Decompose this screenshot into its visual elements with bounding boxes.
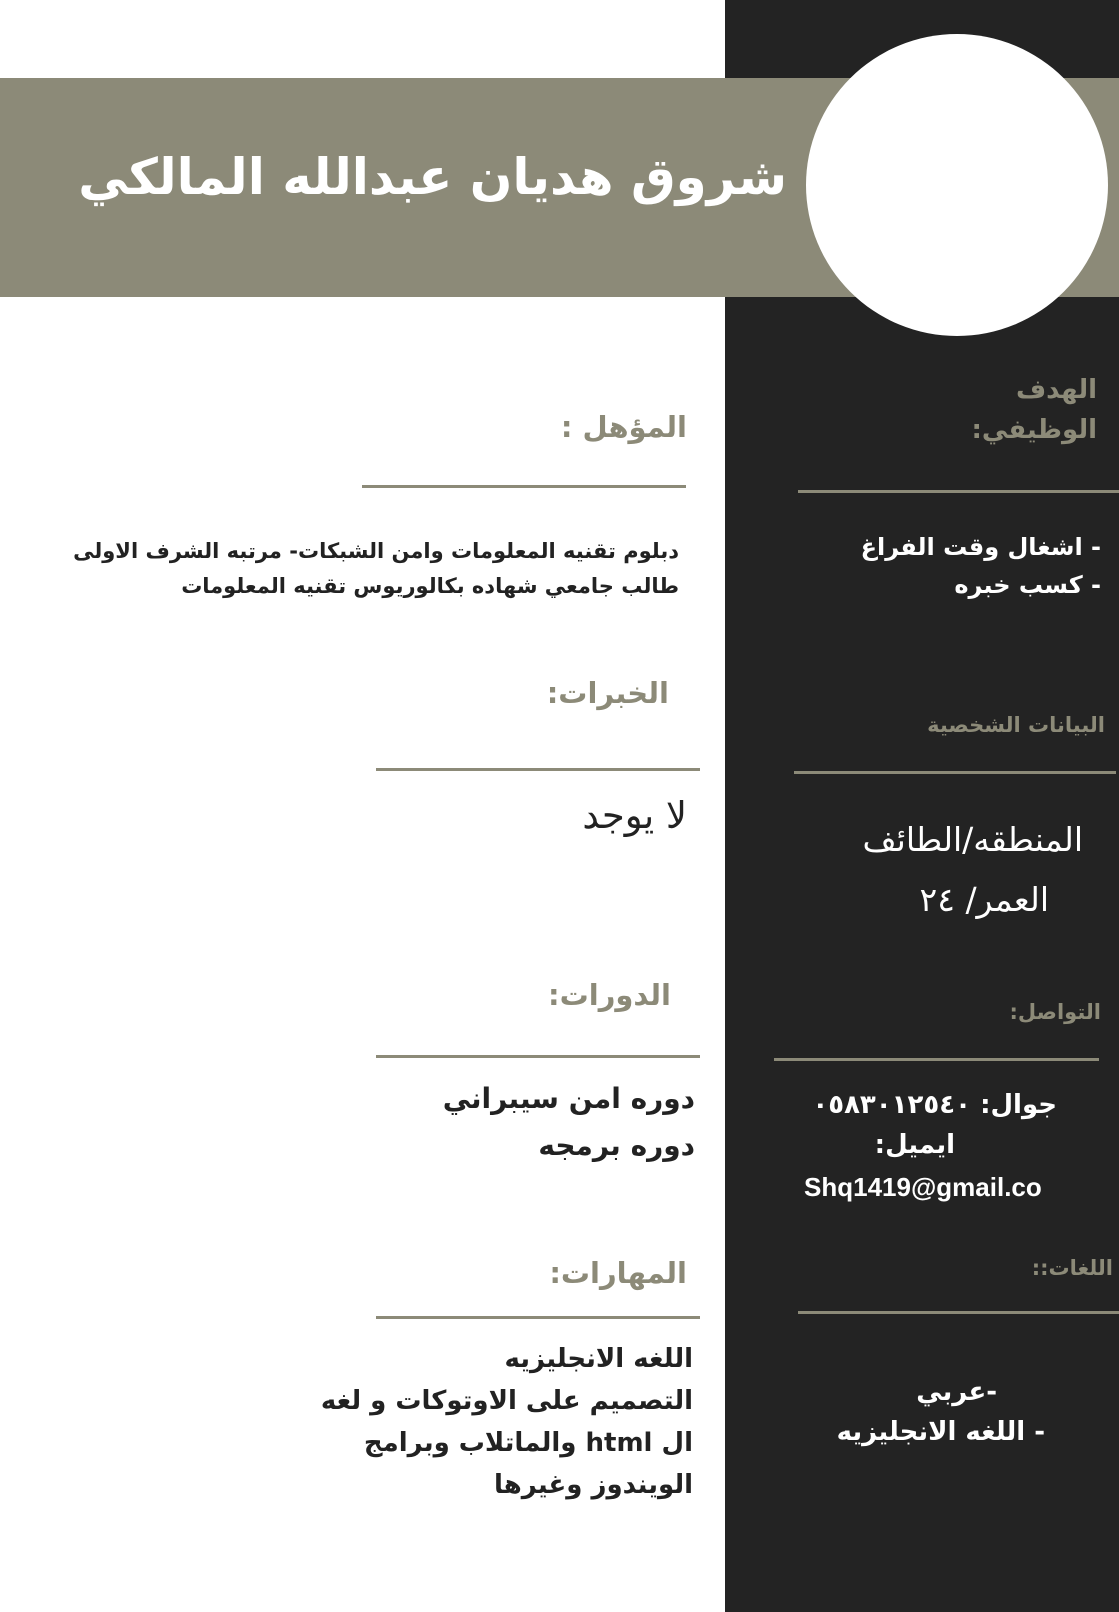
languages-divider — [798, 1311, 1119, 1314]
objective-item: - كسب خبره — [954, 571, 1101, 599]
course-item: دوره برمجه — [538, 1129, 695, 1162]
experience-divider — [376, 768, 700, 771]
courses-list — [443, 1075, 695, 1169]
skills-heading: المهارات: — [549, 1256, 687, 1290]
email-label: ايميل: — [874, 1130, 955, 1160]
qualification-divider — [362, 485, 686, 488]
skill-line: التصميم على الاوتوكات و لغه — [320, 1386, 693, 1416]
languages-heading: اللغات:: — [1031, 1256, 1113, 1280]
profile-photo-placeholder — [806, 34, 1108, 336]
contact-heading: التواصل: — [1009, 1000, 1101, 1024]
languages-list — [837, 1372, 1045, 1452]
objective-divider — [798, 490, 1119, 493]
skill-line: اللغه الانجليزيه — [504, 1344, 693, 1374]
objective-heading-line: الوظيفي: — [971, 415, 1097, 445]
language-item: - اللغه الانجليزيه — [836, 1417, 1045, 1447]
skill-line: ال html والماتلاب وبرامج — [363, 1428, 693, 1458]
objective-list — [861, 528, 1101, 604]
courses-divider — [376, 1055, 700, 1058]
experience-heading: الخبرات: — [546, 676, 669, 710]
skills-list — [321, 1338, 693, 1506]
qualification-line: دبلوم تقنيه المعلومات وامن الشبكات- مرتبه الشرف الاولى — [73, 539, 679, 563]
phone-value: جوال: ٠٥٨٣٠١٢٥٤٠ — [812, 1090, 1057, 1120]
courses-heading: الدورات: — [548, 978, 671, 1012]
experience-value: لا يوجد — [582, 794, 687, 837]
objective-heading — [972, 370, 1098, 450]
course-item: دوره امن سيبراني — [442, 1082, 695, 1115]
region-value: المنطقه/الطائف — [862, 820, 1083, 859]
contact-divider — [774, 1058, 1099, 1061]
qualification-details — [73, 534, 679, 604]
objective-heading-line: الهدف — [1015, 375, 1097, 405]
personal-divider — [794, 771, 1116, 774]
objective-item: - اشغال وقت الفراغ — [860, 533, 1101, 561]
email-value: Shq1419@gmail.co — [804, 1172, 1042, 1202]
qualification-heading: المؤهل : — [560, 410, 687, 444]
skills-divider — [376, 1316, 700, 1319]
skill-line: الويندوز وغيرها — [493, 1470, 693, 1500]
age-value: العمر/ ٢٤ — [919, 880, 1049, 919]
qualification-line: طالب جامعي شهاده بكالوريوس تقنيه المعلومات — [181, 574, 679, 598]
person-name: شروق هديان عبدالله المالكي — [78, 148, 787, 206]
personal-heading: البيانات الشخصية — [927, 713, 1105, 737]
language-item: -عربي — [916, 1377, 997, 1407]
